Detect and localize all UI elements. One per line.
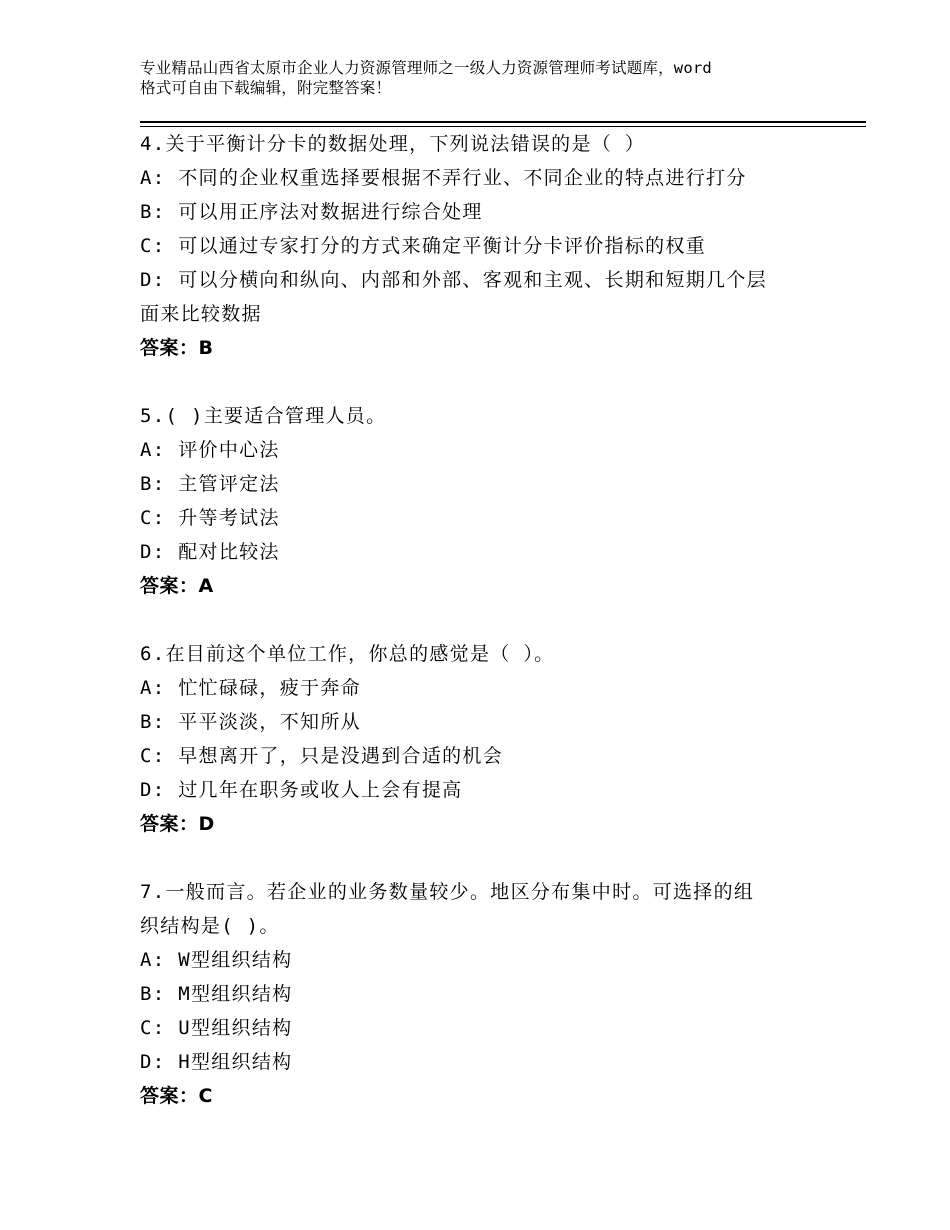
option-a: A: 不同的企业权重选择要根据不弄行业、不同企业的特点进行打分 xyxy=(140,167,747,189)
answer-label: 答案：A xyxy=(140,575,214,597)
option-d: D: 可以分横向和纵向、内部和外部、客观和主观、长期和短期几个层 xyxy=(140,269,767,291)
option-d-continued: 面来比较数据 xyxy=(140,303,262,325)
question-stem: 5.( )主要适合管理人员。 xyxy=(140,405,387,427)
option-a: A: 评价中心法 xyxy=(140,439,280,461)
answer-label: 答案：D xyxy=(140,813,215,835)
option-d: D: H型组织结构 xyxy=(140,1051,293,1073)
option-c: C: 升等考试法 xyxy=(140,507,280,529)
option-c: C: 可以通过专家打分的方式来确定平衡计分卡评价指标的权重 xyxy=(140,235,707,257)
question-5 xyxy=(140,399,830,603)
question-stem: 7.一般而言。若企业的业务数量较少。地区分布集中时。可选择的组 xyxy=(140,881,755,903)
option-a: A: W型组织结构 xyxy=(140,949,293,971)
header-title-line-1: 专业精品山西省太原市企业人力资源管理师之一级人力资源管理师考试题库，word xyxy=(140,59,712,77)
answer-label: 答案：B xyxy=(140,337,214,359)
question-list xyxy=(140,127,830,1113)
question-stem-continued: 织结构是( )。 xyxy=(140,915,280,937)
option-b: B: 平平淡淡，不知所从 xyxy=(140,711,361,733)
question-6 xyxy=(140,637,830,841)
option-b: B: 主管评定法 xyxy=(140,473,280,495)
question-stem: 4.关于平衡计分卡的数据处理，下列说法错误的是（ ） xyxy=(140,133,646,155)
answer-label: 答案：C xyxy=(140,1085,213,1107)
option-d: D: 配对比较法 xyxy=(140,541,280,563)
header-divider-thick xyxy=(140,121,866,123)
question-gap xyxy=(140,603,830,637)
option-a: A: 忙忙碌碌，疲于奔命 xyxy=(140,677,361,699)
question-4 xyxy=(140,127,830,365)
document-header xyxy=(140,58,840,98)
header-title-line-2: 格式可自由下载编辑，附完整答案！ xyxy=(140,79,392,97)
question-gap xyxy=(140,365,830,399)
option-c: C: U型组织结构 xyxy=(140,1017,293,1039)
option-c: C: 早想离开了，只是没遇到合适的机会 xyxy=(140,745,504,767)
question-gap xyxy=(140,841,830,875)
option-b: B: M型组织结构 xyxy=(140,983,293,1005)
option-b: B: 可以用正序法对数据进行综合处理 xyxy=(140,201,483,223)
question-7 xyxy=(140,875,830,1113)
option-d: D: 过几年在职务或收人上会有提高 xyxy=(140,779,463,801)
question-stem: 6.在目前这个单位工作，你总的感觉是（ ）。 xyxy=(140,643,555,665)
